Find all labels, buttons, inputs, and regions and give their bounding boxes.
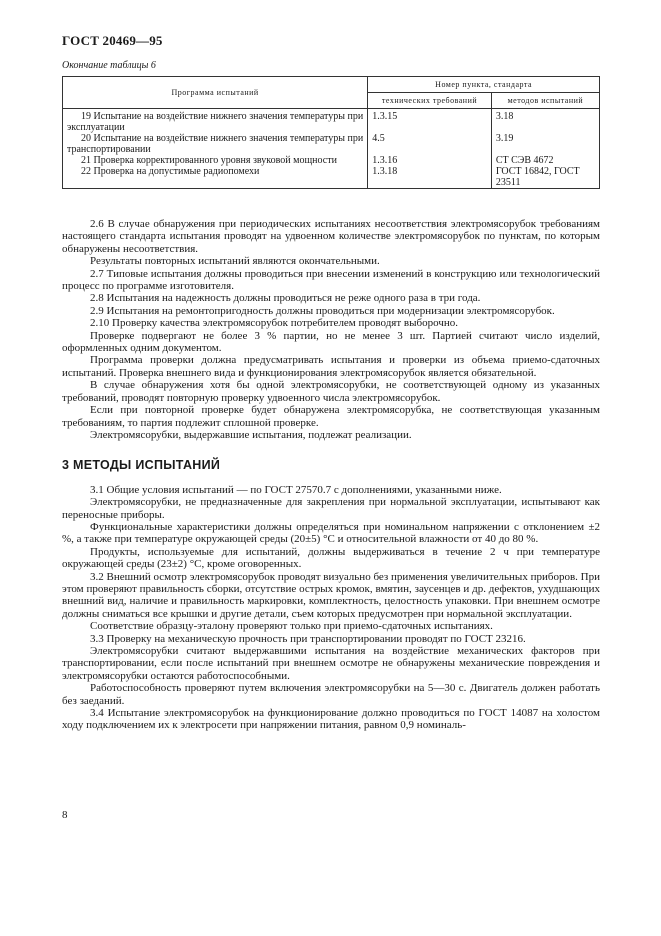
row-tech: 1.3.15: [368, 109, 492, 134]
paragraph: 2.7 Типовые испытания должны проводиться при внесении изменений в конструкцию или технологический процесс по программе изготовителя.: [62, 267, 600, 293]
section-title: 3 МЕТОДЫ ИСПЫТАНИЙ: [62, 458, 221, 473]
paragraph: Результаты повторных испытаний являются окончательными.: [90, 255, 380, 268]
row-methods: СТ СЭВ 4672: [491, 155, 599, 166]
row-methods: 3.18: [491, 109, 599, 134]
row-methods: ГОСТ 16842, ГОСТ 23511: [491, 166, 599, 189]
paragraph: Продукты, используемые для испытаний, должны выдерживаться в течение 2 ч при температуре окружающей среды (23±2) °С, кроме оговоренных.: [62, 545, 600, 571]
test-program-table: [62, 76, 600, 189]
document-header: ГОСТ 20469—95: [62, 33, 163, 48]
row-tech: 1.3.16: [368, 155, 492, 166]
page-number: 8: [62, 809, 68, 821]
paragraph: 3.3 Проверку на механическую прочность при транспортировании проводят по ГОСТ 23216.: [90, 632, 526, 645]
row-program: 22 Проверка на допустимые радиопомехи: [81, 166, 260, 177]
header-tech: технических требований: [368, 93, 492, 109]
row-program: 20 Испытание на воздействие нижнего значения температуры при транспортировании: [67, 133, 364, 155]
paragraph: Электромясорубки, выдержавшие испытания, подлежат реализации.: [90, 428, 412, 441]
paragraph: Электромясорубки считают выдержавшими испытания на воздействие механических факторов при транспортировании, если после испытаний при внешнем осмотре не обнаружены механические повреждения и электромясорубки остаются работоспособными.: [62, 645, 600, 682]
paragraph: 2.9 Испытания на ремонтопригодность должны проводиться при модернизации электромясорубок.: [90, 304, 555, 317]
paragraph: 2.8 Испытания на надежность должны проводиться не реже одного раза в три года.: [90, 292, 481, 305]
paragraph: 3.2 Внешний осмотр электромясорубок проводят визуально без применения увеличительных приборов. При этом проверяют правильность сборки, отсутствие острых кромок, вмятин, заусенцев и др. дефектов, ухудшающих внешний вид, наличие и правильность маркировки, комплектность, целостность упаковки. При внешнем осмотре должны сниматься все крышки и другие детали, съем которых предусмотрен при нормальной эксплуатации.: [62, 570, 600, 620]
paragraph: Соответствие образцу-эталону проверяют только при приемо-сдаточных испытаниях.: [90, 620, 493, 633]
row-tech: 1.3.18: [368, 166, 492, 189]
row-methods: 3.19: [491, 133, 599, 155]
row-program: 19 Испытание на воздействие нижнего значения температуры при эксплуатации: [67, 111, 364, 133]
table-caption: Окончание таблицы 6: [62, 60, 156, 71]
paragraph: 2.10 Проверку качества электромясорубок потребителем проводят выборочно.: [90, 317, 458, 330]
header-methods: методов испытаний: [491, 93, 599, 109]
header-program: Программа испытаний: [63, 77, 368, 109]
paragraph: 3.1 Общие условия испытаний — по ГОСТ 27570.7 с дополнениями, указанными ниже.: [90, 483, 502, 496]
table-row: [63, 155, 600, 166]
paragraph: Программа проверки должна предусматривать испытания и проверки из объема приемо-сдаточных испытаний. Проверка внешнего вида и функционирования электромясорубок является обязательной.: [62, 354, 600, 379]
paragraph: 3.4 Испытание электромясорубок на функционирование должно проводиться по ГОСТ 14087 на холостом ходу подключением их к электросети при напряжении питания, равном 0,9 номиналь-: [62, 707, 600, 732]
paragraph: Работоспособность проверяют путем включения электромясорубки на 5—30 с. Двигатель должен работать без заеданий.: [62, 682, 600, 707]
paragraph: Проверке подвергают не более 3 % партии, но не менее 3 шт. Партией считают число изделий, оформленных одним документом.: [62, 329, 600, 355]
paragraph: Электромясорубки, не предназначенные для закрепления при нормальной эксплуатации, испытывают как переносные приборы.: [62, 496, 600, 521]
table-row: [63, 166, 600, 189]
table-row: [63, 133, 600, 155]
paragraph: 2.6 В случае обнаружения при периодических испытаниях несоответствия электромясорубок требованиям настоящего стандарта испытания проводят на удвоенном количестве электромясорубок по пунктам, по которым обнаружены несоответствия.: [62, 218, 600, 255]
table-row: [63, 109, 600, 134]
paragraph: Если при повторной проверке будет обнаружена электромясорубка, не соответствующая указанным требованиям, то партия подлежит сплошной проверке.: [62, 404, 600, 429]
header-group: Номер пункта, стандарта: [368, 77, 600, 93]
paragraph: В случае обнаружения хотя бы одной электромясорубки, не соответствующей одному из указанных требований, проводят повторную проверку удвоенного числа электромясорубок.: [62, 379, 600, 404]
document-body: [62, 218, 600, 732]
paragraph: Функциональные характеристики должны определяться при номинальном напряжении с отклонением ±2 %, а также при температуре окружающей среды (20±5) °С и относительной влажности от 40 до 80 %.: [62, 520, 600, 546]
row-tech: 4.5: [368, 133, 492, 155]
row-program: 21 Проверка корректированного уровня звуковой мощности: [81, 155, 337, 166]
